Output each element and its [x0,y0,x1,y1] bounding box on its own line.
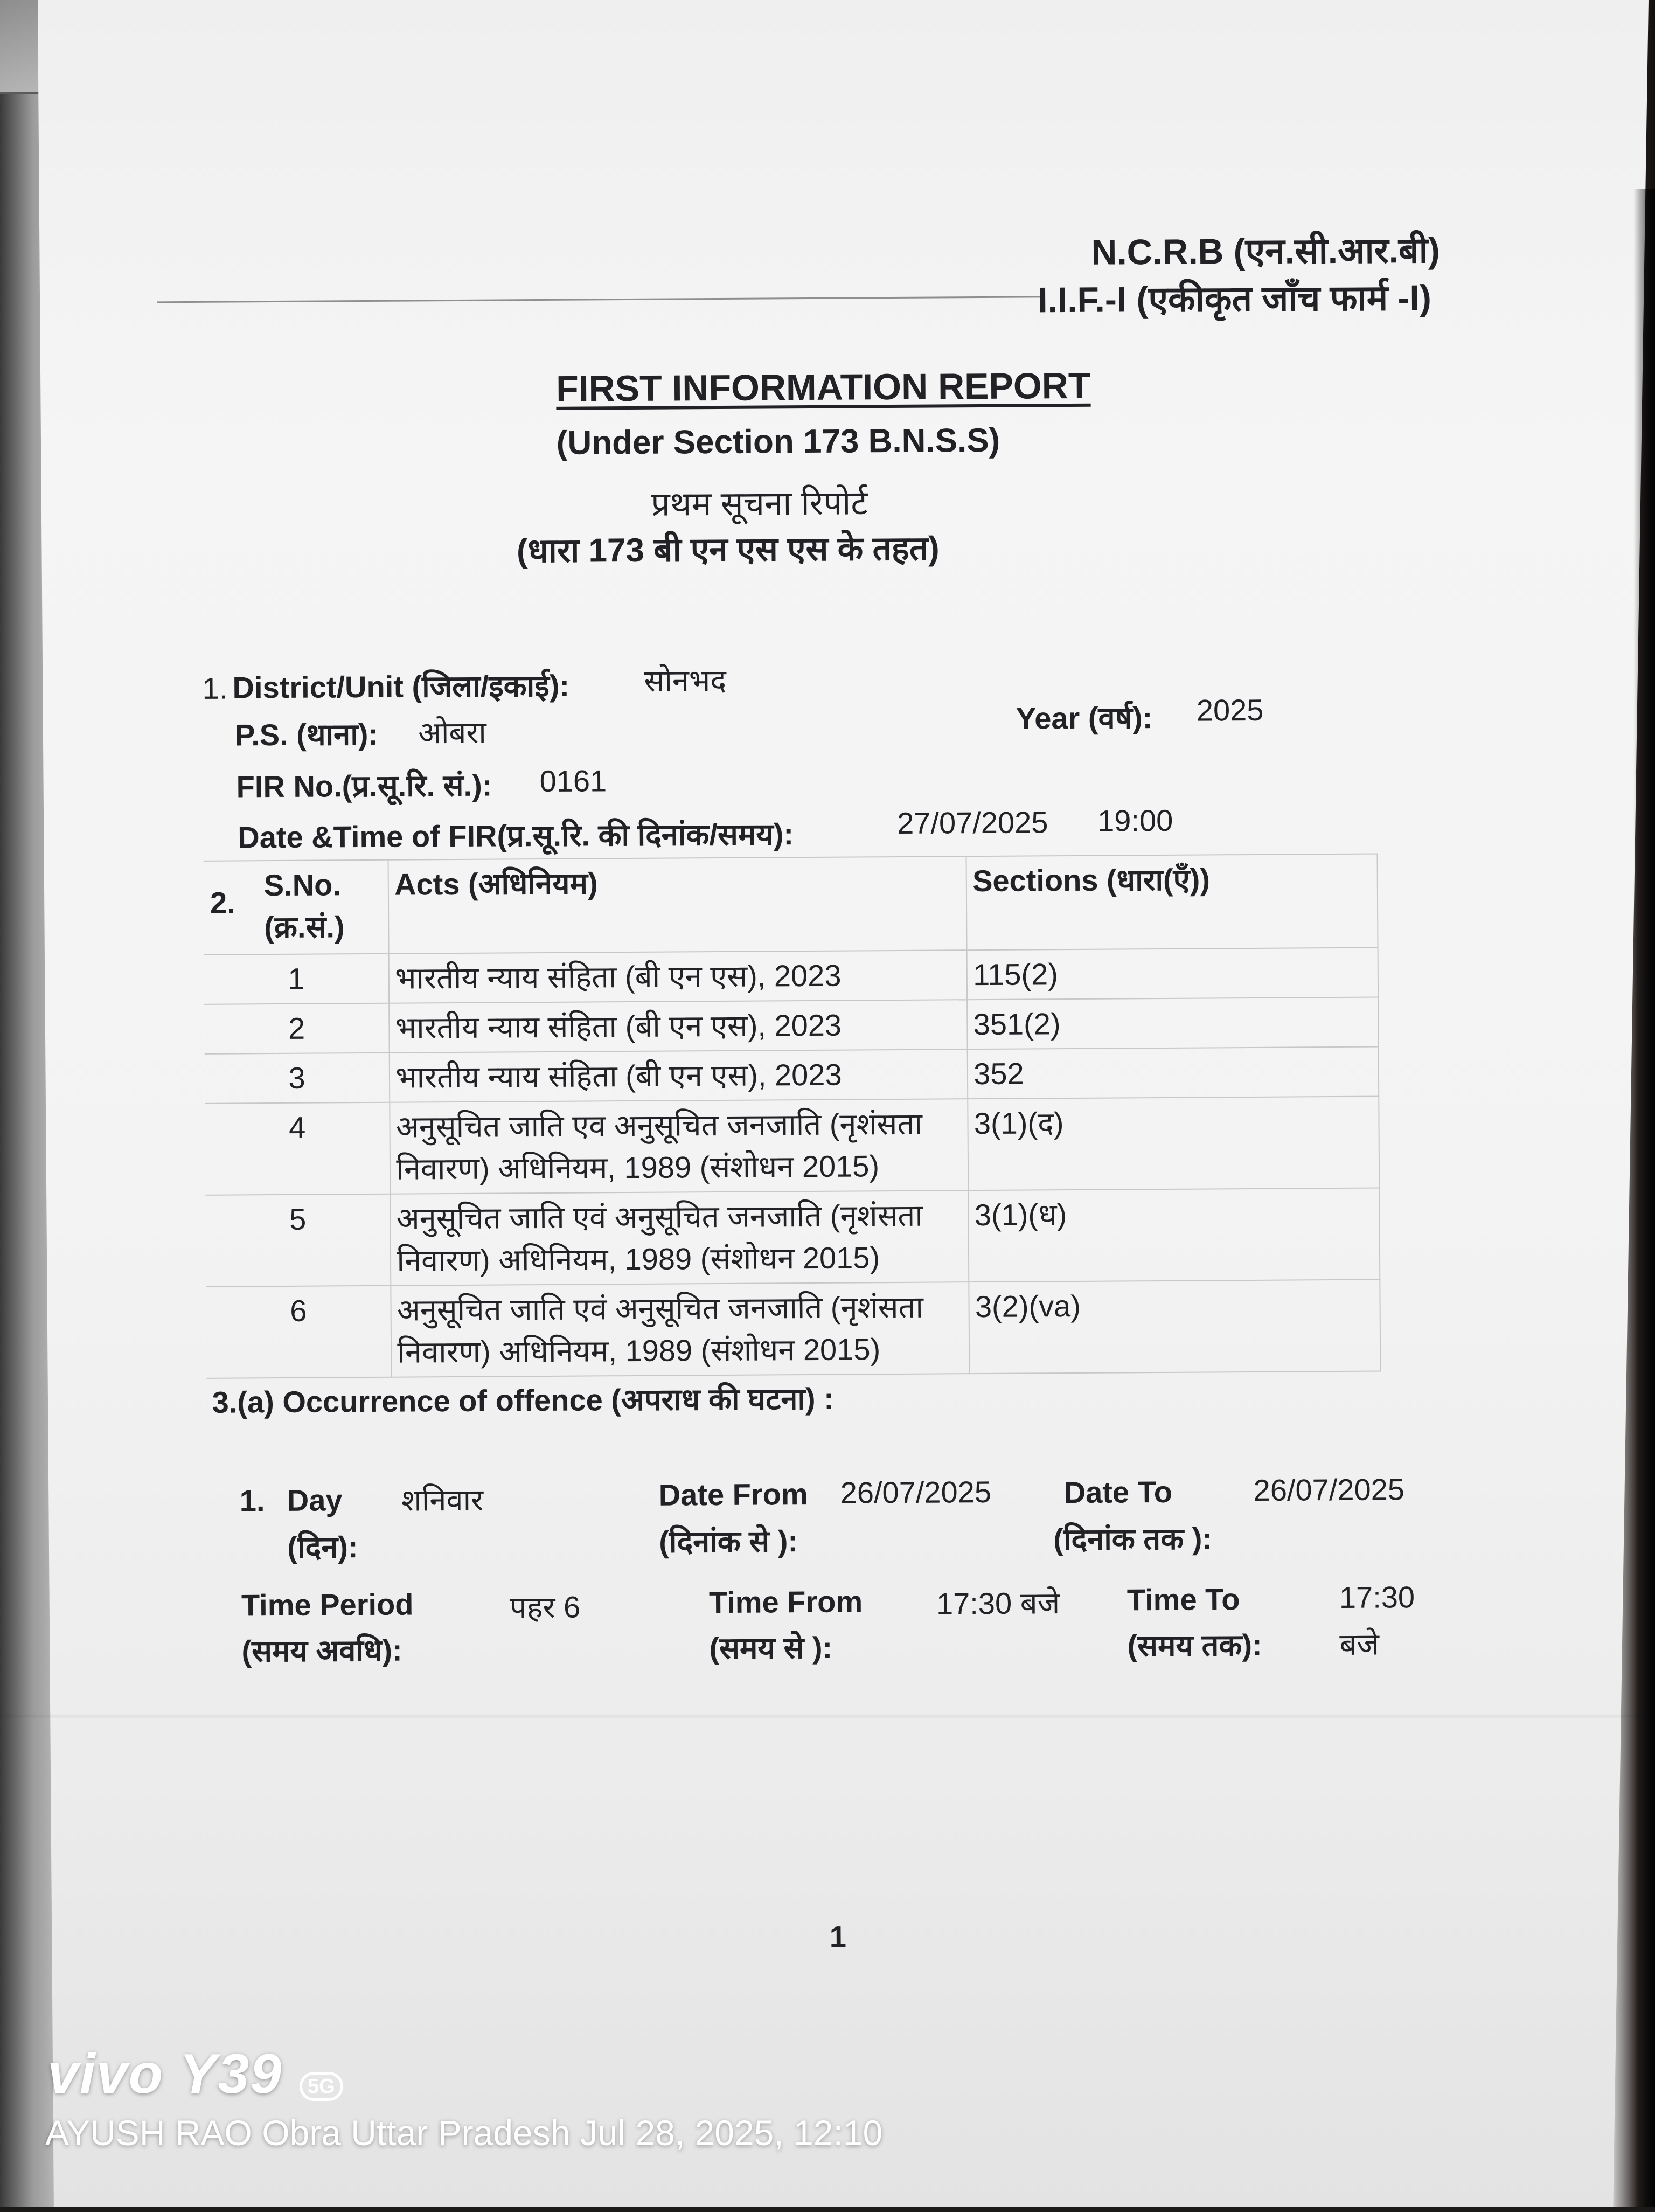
date-from-label: Date From [658,1477,808,1512]
page-number: 1 [829,1919,847,1954]
fir-no-value: 0161 [539,764,607,799]
date-to-value: 26/07/2025 [1253,1472,1405,1507]
table-row [204,948,1379,1004]
sno-header [204,860,389,955]
row-section: 3(1)(द) [968,1097,1380,1191]
table-row [205,1047,1379,1104]
table-row [206,1280,1380,1378]
5g-badge: 5G [300,2072,343,2101]
row-sno: 6 [206,1286,391,1378]
row-act: भारतीय न्याय संहिता (बी एन एस), 2023 [389,1000,968,1053]
table-header-row [204,854,1378,955]
report-title: FIRST INFORMATION REPORT [555,365,1091,410]
row-act-line2: निवारण) अधिनियम, 1989 (संशोधन 2015) [396,1149,880,1186]
ps-label: P.S. (थाना): [234,717,379,752]
fir-date-value: 27/07/2025 [896,805,1048,840]
time-to-value: 17:30 [1339,1580,1415,1614]
row-act-line2: निवारण) अधिनियम, 1989 (संशोधन 2015) [397,1332,881,1369]
district-label: District/Unit (जिला/इकाई): [232,668,570,705]
row-act-line2: निवारण) अधिनियम, 1989 (संशोधन 2015) [397,1240,880,1278]
acts-header: Acts (अधिनियम) [388,856,967,954]
sections-header: Sections (धारा(एँ)) [966,854,1378,951]
table-row [205,1097,1379,1195]
time-from-value: 17:30 बजे [936,1586,1060,1621]
row-sno: 1 [204,954,390,1004]
sno-header-text: S.No. [263,868,342,903]
date-to-label: Date To [1063,1474,1173,1510]
date-from-value: 26/07/2025 [840,1474,992,1510]
row-act-line1: अनुसूचित जाति एवं अनुसूचित जनजाति (नृशंसता [396,1198,923,1236]
time-to-label: Time To [1126,1582,1240,1617]
row-act-line1: अनुसूचित जाति एवं अनुसूचित जनजाति (नृशंसता [397,1289,924,1327]
ncrb-header: N.C.R.B (एन.सी.आर.बी) [1091,230,1440,272]
table-row [205,1188,1380,1287]
fir-time-value: 19:00 [1097,803,1173,838]
row-sno: 4 [205,1102,390,1195]
photo-info-watermark: AYUSH RAO Obra Uttar Pradesh Jul 28, 2025, 12:10 [45,2113,883,2153]
hindi-section: (धारा 173 बी एन एस एस के तहत) [516,530,940,570]
hindi-title: प्रथम सूचना रिपोर्ट [651,484,868,523]
row-act [391,1282,970,1377]
row-section: 351(2) [967,997,1378,1050]
row-act: भारतीय न्याय संहिता (बी एन एस), 2023 [390,1049,968,1102]
fir-no-label: FIR No.(प्र.सू.रि. सं.): [236,768,492,804]
acts-sections-table [204,854,1381,1379]
time-period-label-hindi: (समय अवधि): [241,1633,402,1668]
date-to-label-hindi: (दिनांक तक ): [1053,1521,1213,1557]
row-section: 115(2) [967,948,1378,1000]
district-value: सोनभद [644,663,727,698]
date-from-label-hindi: (दिनांक से ): [659,1524,798,1559]
row-act [390,1099,969,1194]
ps-value: ओबरा [418,715,486,750]
table-row [204,997,1379,1054]
camera-brand-watermark: vivo Y39 [47,2043,283,2105]
row-act-line1: अनुसूचित जाति एव अनुसूचित जनजाति (नृशंसता [395,1106,923,1144]
row-section: 3(1)(ध) [969,1188,1380,1282]
row-act: भारतीय न्याय संहिता (बी एन एस), 2023 [389,950,968,1003]
time-to-value-unit: बजे [1339,1627,1380,1661]
row-sno: 2 [204,1003,390,1054]
time-to-label-hindi: (समय तक): [1127,1627,1262,1663]
year-value: 2025 [1196,692,1264,727]
row-section: 3(2)(va) [969,1280,1381,1374]
time-from-label-hindi: (समय से ): [709,1630,833,1666]
time-from-label: Time From [708,1584,863,1620]
day-number: 1. [239,1483,265,1518]
day-value: शनिवार [401,1482,484,1517]
header-rule [157,296,1040,303]
row-act [391,1190,969,1286]
row-section: 352 [968,1047,1379,1099]
section1-number: 1. [202,671,228,705]
day-label: Day [287,1483,343,1517]
section2-number: 2. [210,885,235,920]
row-sno: 3 [205,1053,390,1104]
year-label: Year (वर्ष): [1016,701,1153,736]
fir-datetime-label: Date &Time of FIR(प्र.सू.रि. की दिनांक/समय): [238,817,794,855]
under-section: (Under Section 173 B.N.S.S) [556,421,1000,462]
time-period-value: पहर 6 [509,1590,581,1625]
sno-header-hindi: (क्र.सं.) [264,910,345,945]
day-label-hindi: (दिन): [287,1530,358,1564]
time-period-label: Time Period [241,1587,414,1622]
iif-header: I.I.F.-I (एकीकृत जाँच फार्म -I) [1037,277,1432,320]
row-sno: 5 [205,1194,391,1287]
occurrence-heading: 3.(a) Occurrence of offence (अपराध की घटना) : [212,1381,834,1419]
